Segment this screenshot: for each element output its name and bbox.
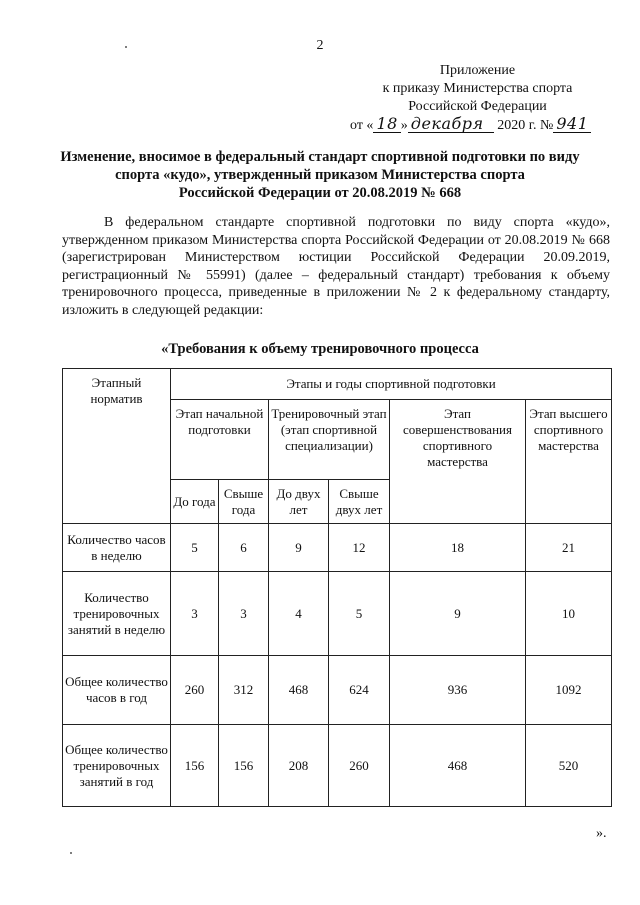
table-cell: 1092 — [526, 656, 612, 725]
table-cell: 520 — [526, 725, 612, 807]
table-cell: 624 — [329, 656, 390, 725]
stage-header: Тренировочный этап (этап спортивной специализации) — [269, 400, 390, 480]
date-separator: » — [400, 118, 408, 133]
table-cell: 9 — [390, 572, 526, 656]
table-cell: 936 — [390, 656, 526, 725]
row-label: Количество тренировочных занятий в неделю — [63, 572, 171, 656]
requirements-table — [62, 368, 612, 807]
body-paragraph — [62, 214, 610, 320]
table-cell: 468 — [390, 725, 526, 807]
table-row — [63, 725, 612, 807]
appendix-block — [345, 62, 610, 116]
sub-header: До года — [171, 480, 219, 524]
sub-header: Свыше года — [219, 480, 269, 524]
table-cell: 3 — [219, 572, 269, 656]
sub-header: Свыше двух лет — [329, 480, 390, 524]
table-cell: 6 — [219, 524, 269, 572]
table-cell: 18 — [390, 524, 526, 572]
table-cell: 9 — [269, 524, 329, 572]
closing-quote: ». — [596, 826, 607, 841]
table-cell: 21 — [526, 524, 612, 572]
table-cell: 208 — [269, 725, 329, 807]
table-cell: 468 — [269, 656, 329, 725]
appendix-line: Приложение — [439, 63, 516, 78]
table-row — [63, 524, 612, 572]
table-cell: 3 — [171, 572, 219, 656]
table-title: «Требования к объему тренировочного процесса — [161, 341, 479, 357]
title-line: спорта «кудо», утвержденный приказом Министерства спорта — [115, 167, 525, 183]
table-row — [63, 656, 612, 725]
row-label: Общее количество часов в год — [63, 656, 171, 725]
stage-header: Этап высшего спортивного мастерства — [526, 400, 612, 524]
table-cell: 260 — [171, 656, 219, 725]
table-cell: 5 — [329, 572, 390, 656]
date-prefix: от « — [350, 118, 374, 133]
appendix-line: к приказу Министерства спорта — [382, 81, 573, 96]
table-cell: 156 — [219, 725, 269, 807]
table-cell: 156 — [171, 725, 219, 807]
handwritten-order-number: 941 — [553, 116, 591, 133]
table-cell: 5 — [171, 524, 219, 572]
document-title — [40, 148, 600, 202]
handwritten-day: 18 — [373, 116, 400, 133]
table-cell: 312 — [219, 656, 269, 725]
appendix-date — [350, 116, 591, 134]
page-number: 2 — [316, 38, 324, 53]
table-cell: 4 — [269, 572, 329, 656]
body-paragraph-text: В федеральном стандарте спортивной подготовки по виду спорта «кудо», утвержденном приказом Министерства спорта Российской Федерации от 20.08.2019 № 668 (зарегистрирован Министерством юстиции Российской Федерации 20.09.2019, регистрационный № 55991) (далее – федеральный стандарт) требования к объему тренировочного процесса, приведенные в приложении № 2 к федеральному стандарту, изложить в следующей редакции: — [62, 215, 610, 318]
table-corner-header: Этапный норматив — [63, 369, 171, 524]
date-year: 2020 г. № — [497, 118, 554, 133]
table-cell: 260 — [329, 725, 390, 807]
table-group-header: Этапы и годы спортивной подготовки — [171, 369, 612, 400]
table-row — [63, 572, 612, 656]
sub-header: До двух лет — [269, 480, 329, 524]
handwritten-month: декабря — [408, 116, 494, 133]
table-cell: 12 — [329, 524, 390, 572]
title-line: Российской Федерации от 20.08.2019 № 668 — [178, 185, 462, 201]
scan-speck — [70, 852, 72, 854]
row-label: Общее количество тренировочных занятий в год — [63, 725, 171, 807]
row-label: Количество часов в неделю — [63, 524, 171, 572]
title-line: Изменение, вносимое в федеральный стандарт спортивной подготовки по виду — [60, 149, 580, 165]
stage-header: Этап совершенствования спортивного мастерства — [390, 400, 526, 524]
appendix-line: Российской Федерации — [408, 99, 547, 114]
table-cell: 10 — [526, 572, 612, 656]
stage-header: Этап начальной подготовки — [171, 400, 269, 480]
